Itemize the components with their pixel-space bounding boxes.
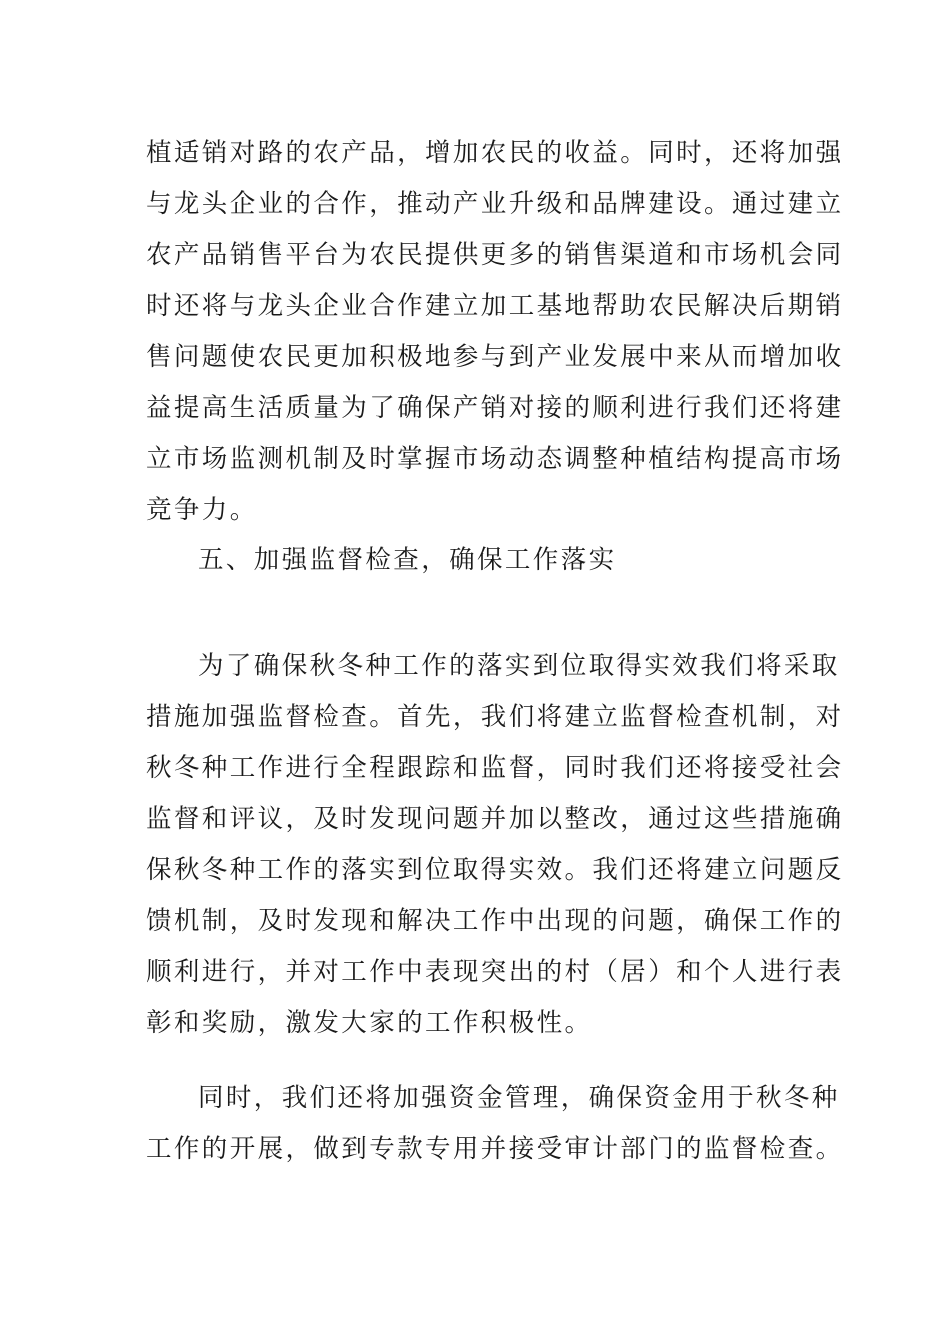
text-line: 立市场监测机制及时掌握市场动态调整种植结构提高市场	[146, 444, 844, 474]
text-line: 农产品销售平台为农民提供更多的销售渠道和市场机会同	[146, 240, 844, 270]
text-line: 彰和奖励，激发大家的工作积极性。	[146, 1008, 593, 1038]
text-line: 售问题使农民更加积极地参与到产业发展中来从而增加收	[146, 342, 844, 372]
text-line: 措施加强监督检查。首先，我们将建立监督检查机制，对	[146, 702, 844, 732]
text-line: 为了确保秋冬种工作的落实到位取得实效我们将采取	[198, 651, 840, 681]
text-line: 益提高生活质量为了确保产销对接的顺利进行我们还将建	[146, 393, 844, 423]
text-line: 保秋冬种工作的落实到位取得实效。我们还将建立问题反	[146, 855, 844, 885]
text-line: 监督和评议，及时发现问题并加以整改，通过这些措施确	[146, 804, 844, 834]
section-heading	[146, 535, 786, 586]
section-heading-text: 五、加强监督检查，确保工作落实	[198, 545, 617, 575]
text-line: 馈机制，及时发现和解决工作中出现的问题，确保工作的	[146, 906, 844, 936]
text-line: 顺利进行，并对工作中表现突出的村（居）和个人进行表	[146, 957, 844, 987]
text-line: 工作的开展，做到专款专用并接受审计部门的监督检查。	[146, 1134, 844, 1164]
paragraph-funds	[146, 1073, 844, 1175]
text-line: 时还将与龙头企业合作建立加工基地帮助农民解决后期销	[146, 291, 844, 321]
paragraph-supervision	[146, 641, 844, 1049]
text-line: 秋冬种工作进行全程跟踪和监督，同时我们还将接受社会	[146, 753, 844, 783]
text-line: 同时，我们还将加强资金管理，确保资金用于秋冬种	[198, 1083, 840, 1113]
text-line: 植适销对路的农产品，增加农民的收益。同时，还将加强	[146, 138, 844, 168]
text-line: 竞争力。	[146, 495, 258, 525]
paragraph-continuation	[146, 128, 844, 536]
text-line: 与龙头企业的合作，推动产业升级和品牌建设。通过建立	[146, 189, 844, 219]
